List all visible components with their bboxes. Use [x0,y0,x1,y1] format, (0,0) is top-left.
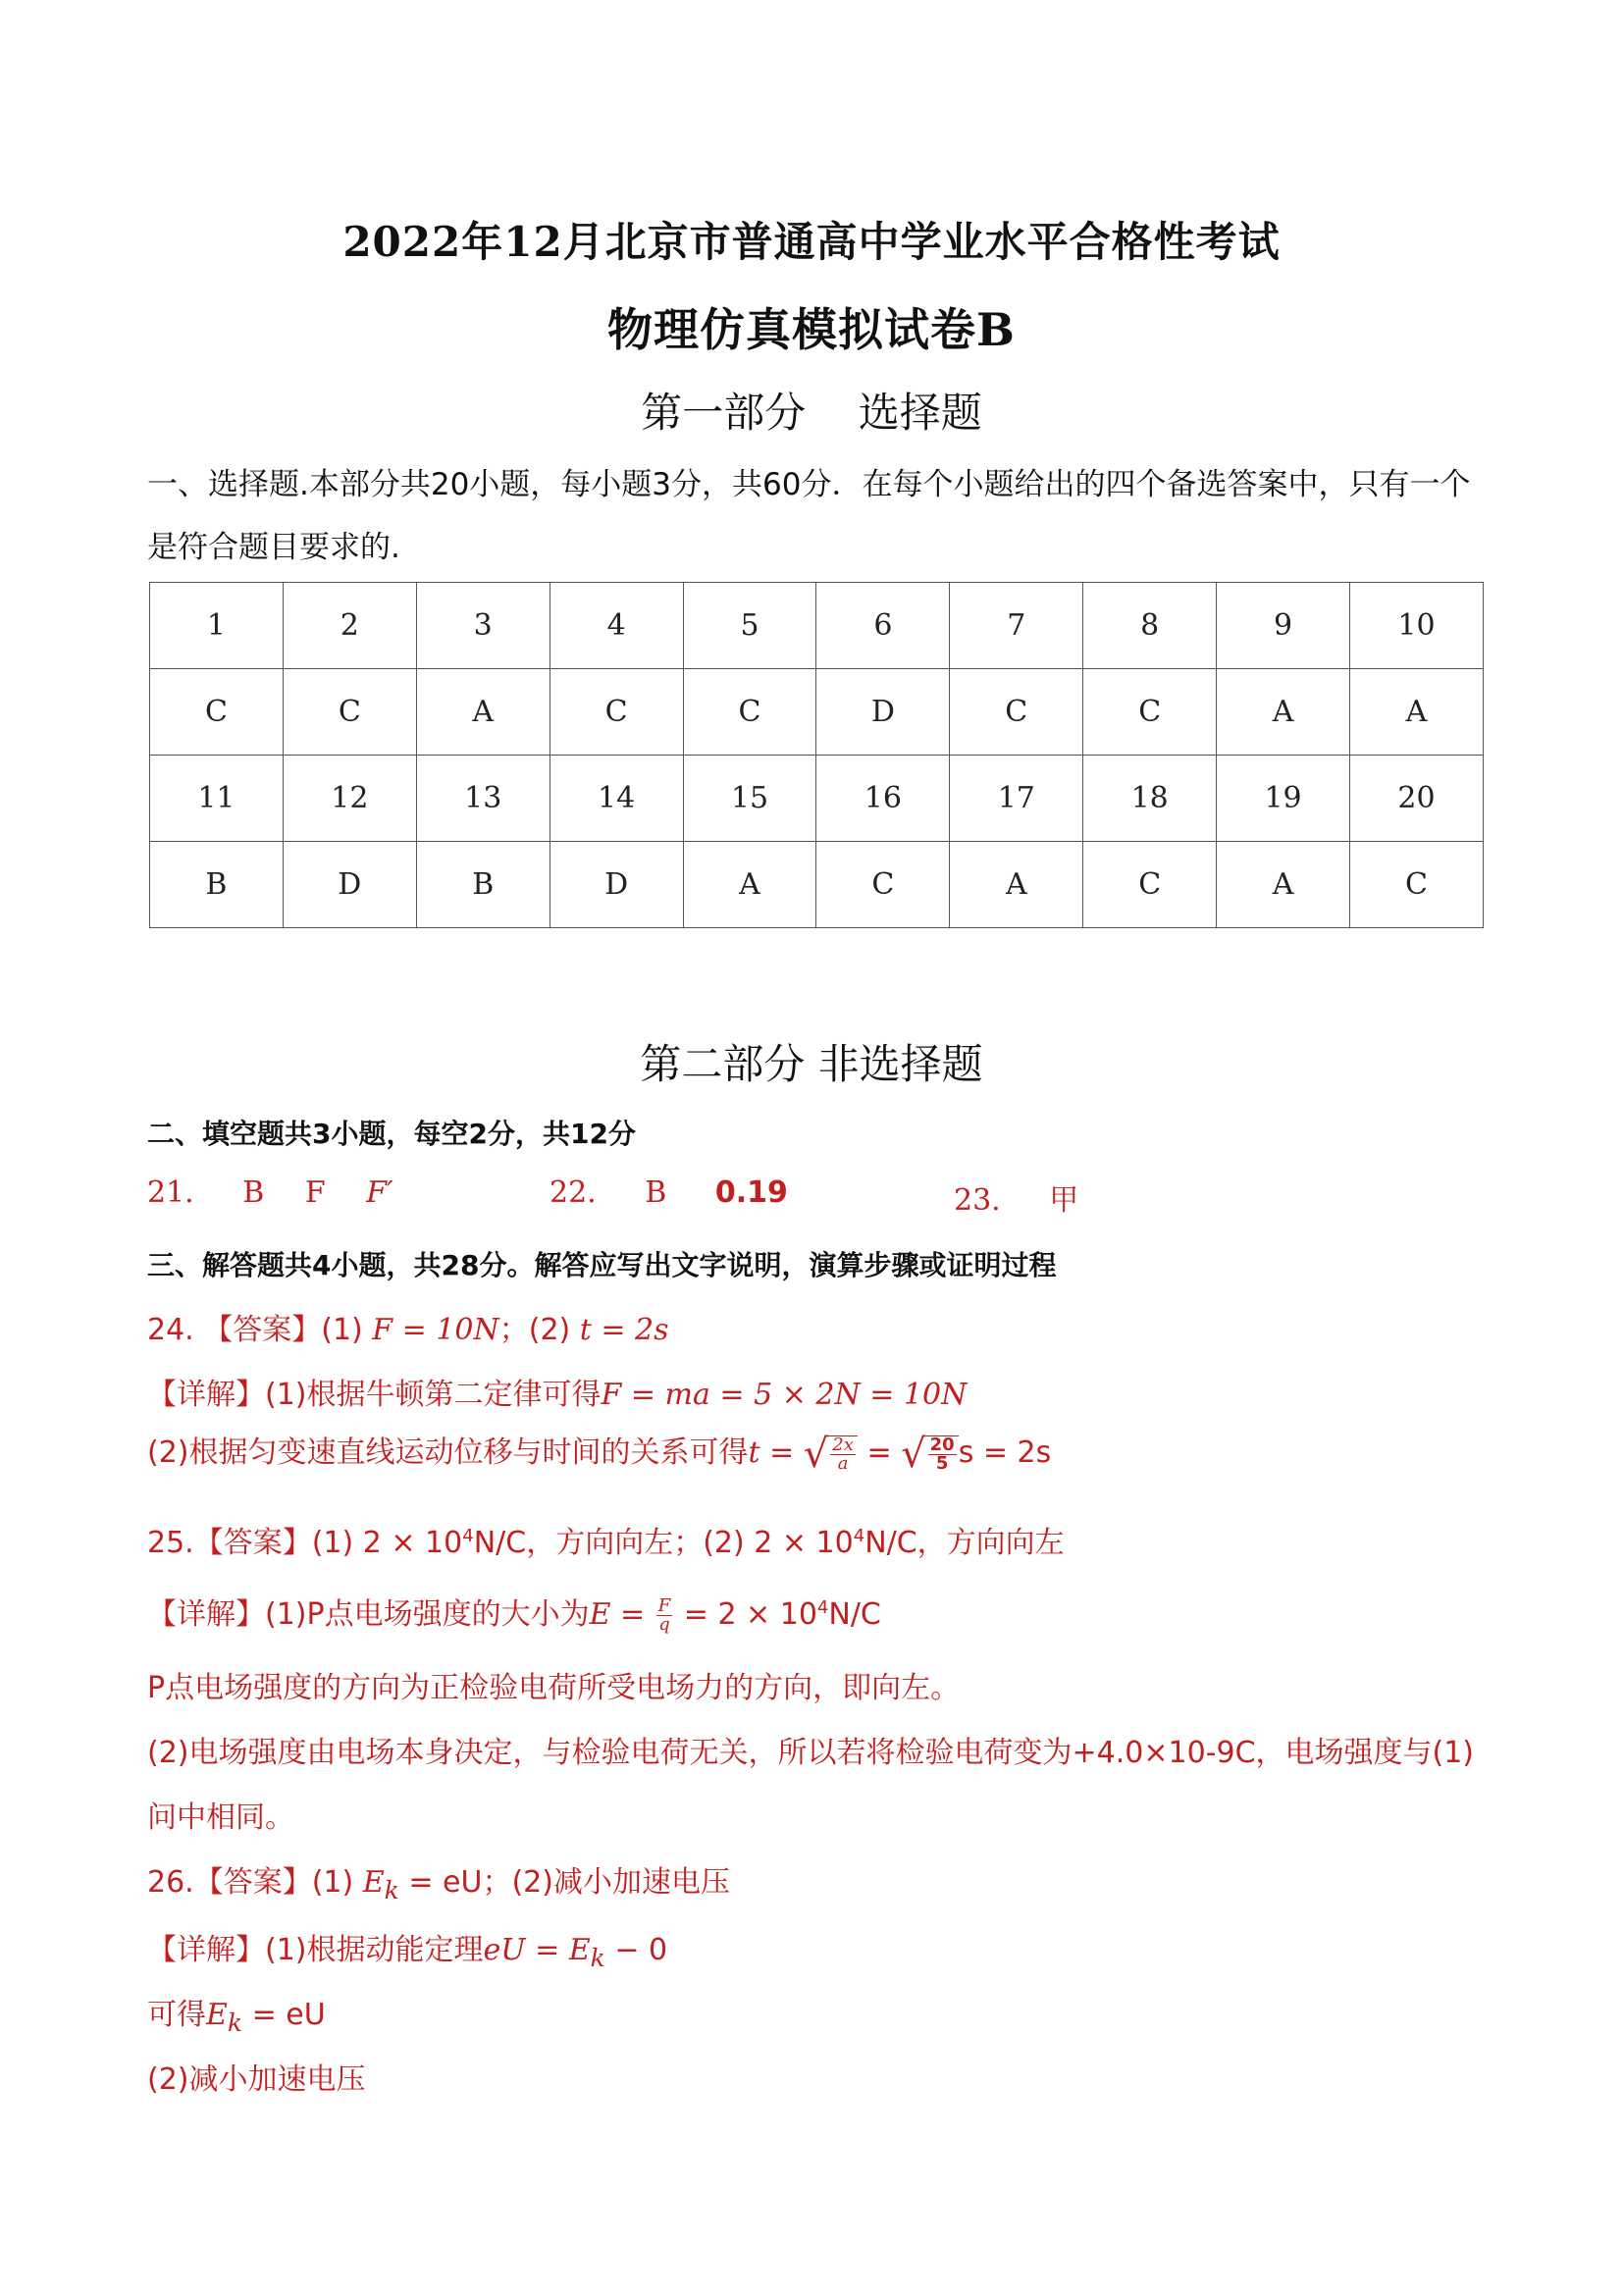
answer-table [149,582,1484,928]
q22-number: 22. [550,1175,597,1210]
table-cell: C [1083,842,1217,928]
sqrt-symbol: √ $\frac{2x}{a}$ [804,1435,858,1474]
q25-answer-part1: 2 × 10 [362,1526,463,1560]
q26-answer-sub: k [384,1876,399,1905]
table-cell: A [683,842,816,928]
q25-answer-part1b: N/C，方向向左；(2) [473,1526,745,1560]
q26-line2-E: E [206,1998,228,2032]
q24-detail2-label: (2)根据匀变速直线运动位移与时间的关系可得 [147,1435,749,1470]
q24-answer-label: 24. 【答案】(1) [147,1313,363,1347]
q25-detail-label: 【详解】(1)P点电场强度的大小为 [147,1597,590,1632]
q26-detail-line1 [147,1925,667,1972]
table-cell: 3 [416,583,550,669]
q22-blank1: B [645,1175,667,1210]
q25-detail-line4: 问中相同。 [147,1800,294,1835]
q26-answer-rest: = eU；(2)减小加速电压 [398,1865,730,1900]
q25-answer-label: 25.【答案】(1) [147,1526,354,1560]
table-cell: A [416,669,550,756]
q21-blank1: B [242,1175,265,1210]
table-cell: 9 [1217,583,1350,669]
q26-line2-label: 可得 [147,1998,206,2032]
q23-number: 23. [954,1183,1001,1218]
table-cell: C [816,842,950,928]
exam-subtitle: 物理仿真模拟试卷B [607,303,1016,356]
table-cell: D [550,842,683,928]
table-cell: D [816,669,950,756]
q26-detail-label: 【详解】(1)根据动能定理 [147,1933,484,1967]
table-cell: B [150,842,284,928]
solve-section-heading: 三、解答题共4小题，共28分。解答应写出文字说明，演算步骤或证明过程 [147,1249,1057,1281]
q24-frac2-denominator: 5 [935,1452,949,1474]
q26-detail-line3: (2)减小加速电压 [147,2062,366,2097]
q24-frac1-denominator: a [837,1452,849,1474]
exam-title: 2022年12月北京市普通高中学业水平合格性考试 [342,218,1281,266]
table-cell: C [950,669,1083,756]
q26-answer-label: 26.【答案】(1) [147,1865,354,1900]
q21-number: 21. [147,1175,194,1210]
q24-frac2-numerator: 20 [929,1434,955,1455]
q24-answer-line [147,1305,669,1348]
table-cell: 12 [283,756,416,842]
table-cell: 11 [150,756,284,842]
table-cell: 20 [1350,756,1484,842]
q22-answer [550,1175,788,1210]
q23-answer [954,1175,1078,1219]
q25-answer-part2: 2 × 10 [754,1526,854,1560]
table-cell: A [950,842,1083,928]
q25-E-unit: N/C [828,1597,881,1632]
q25-answer-line [147,1518,1065,1561]
q24-t-equation: t = [748,1435,795,1470]
table-cell: 6 [816,583,950,669]
table-cell: 19 [1217,756,1350,842]
table-cell: C [1083,669,1217,756]
q24-detail-equation: F = ma = 5 × 2N = 10N [601,1378,968,1412]
q24-answer-part2: t = 2s [579,1313,669,1347]
table-cell: B [416,842,550,928]
table-cell: 10 [1350,583,1484,669]
part2-heading: 第二部分 非选择题 [640,1040,983,1088]
q25-answer-exp1: 4 [462,1526,474,1546]
table-cell: 2 [283,583,416,669]
table-cell: A [1217,669,1350,756]
part1-heading: 第一部分 选择题 [641,389,982,437]
q22-blank2: 0.19 [714,1175,788,1210]
table-cell: 16 [816,756,950,842]
q24-answer-sep: ；(2) [498,1313,571,1347]
q23-blank1: 甲 [1049,1183,1079,1218]
q21-blank2: F [304,1175,326,1210]
q26-detail-eq2: − 0 [604,1933,668,1967]
q25-E-equation: E = [589,1597,646,1632]
q25-detail-line1 [147,1590,881,1634]
table-cell: 5 [683,583,816,669]
q25-detail-line3: (2)电场强度由电场本身决定，与检验电荷无关，所以若将检验电荷变为+4.0×10-9C，电场强度与(1) [147,1736,1475,1770]
table-cell: 17 [950,756,1083,842]
table-cell: 4 [550,583,683,669]
table-cell: 7 [950,583,1083,669]
q25-frac-denominator: q [658,1614,670,1635]
table-row [150,583,1484,669]
table-cell: 13 [416,756,550,842]
q26-answer-line [147,1857,730,1905]
table-cell: 8 [1083,583,1217,669]
q26-answer-E: E [362,1865,385,1900]
table-cell: C [550,669,683,756]
table-row [150,669,1484,756]
q21-blank3: F′ [366,1175,393,1210]
q25-detail-line2: P点电场强度的方向为正检验电荷所受电场力的方向，即向左。 [147,1671,961,1705]
table-row [150,756,1484,842]
part1-instructions: 一、选择题.本部分共20小题，每小题3分，共60分．在每个小题给出的四个备选答案中，只有一个是符合题目要求的. [147,467,1471,565]
fill-section-heading: 二、填空题共3小题，每空2分，共12分 [147,1118,636,1150]
q21-answer [147,1175,393,1210]
q25-E-exp: 4 [816,1597,829,1618]
q24-answer-part1: F = 10N [372,1313,499,1347]
q24-detail-line1 [147,1370,967,1413]
q24-detail-line2: (2)根据匀变速直线运动位移与时间的关系可得t = √ $\frac{2x}{a}$ = √ $\frac{20}{5}$ s = 2s [147,1431,1052,1477]
table-cell: A [1350,669,1484,756]
q26-detail-eq: eU = E [483,1933,591,1967]
table-cell: 18 [1083,756,1217,842]
q26-line2-rest: = eU [242,1998,326,2032]
table-cell: C [150,669,284,756]
sqrt-symbol: √ $\frac{20}{5}$ [901,1435,959,1474]
q25-frac-numerator: F [657,1595,671,1616]
q25-answer-part2b: N/C，方向向左 [864,1526,1065,1560]
q24-result: s = 2s [958,1435,1052,1470]
table-cell: C [283,669,416,756]
table-cell: 14 [550,756,683,842]
q24-detail-label: 【详解】(1)根据牛顿第二定律可得 [147,1378,602,1412]
q25-answer-exp2: 4 [853,1526,865,1546]
table-row [150,842,1484,928]
table-cell: C [1350,842,1484,928]
q26-detail-line2 [147,1990,326,2037]
table-cell: A [1217,842,1350,928]
q24-frac1-numerator: 2x [832,1434,854,1455]
table-cell: 1 [150,583,284,669]
q25-E-result: = 2 × 10 [683,1597,817,1632]
table-cell: 15 [683,756,816,842]
q26-line2-sub: k [227,2009,243,2037]
q26-detail-sub: k [590,1944,605,1972]
table-cell: C [683,669,816,756]
table-cell: D [283,842,416,928]
